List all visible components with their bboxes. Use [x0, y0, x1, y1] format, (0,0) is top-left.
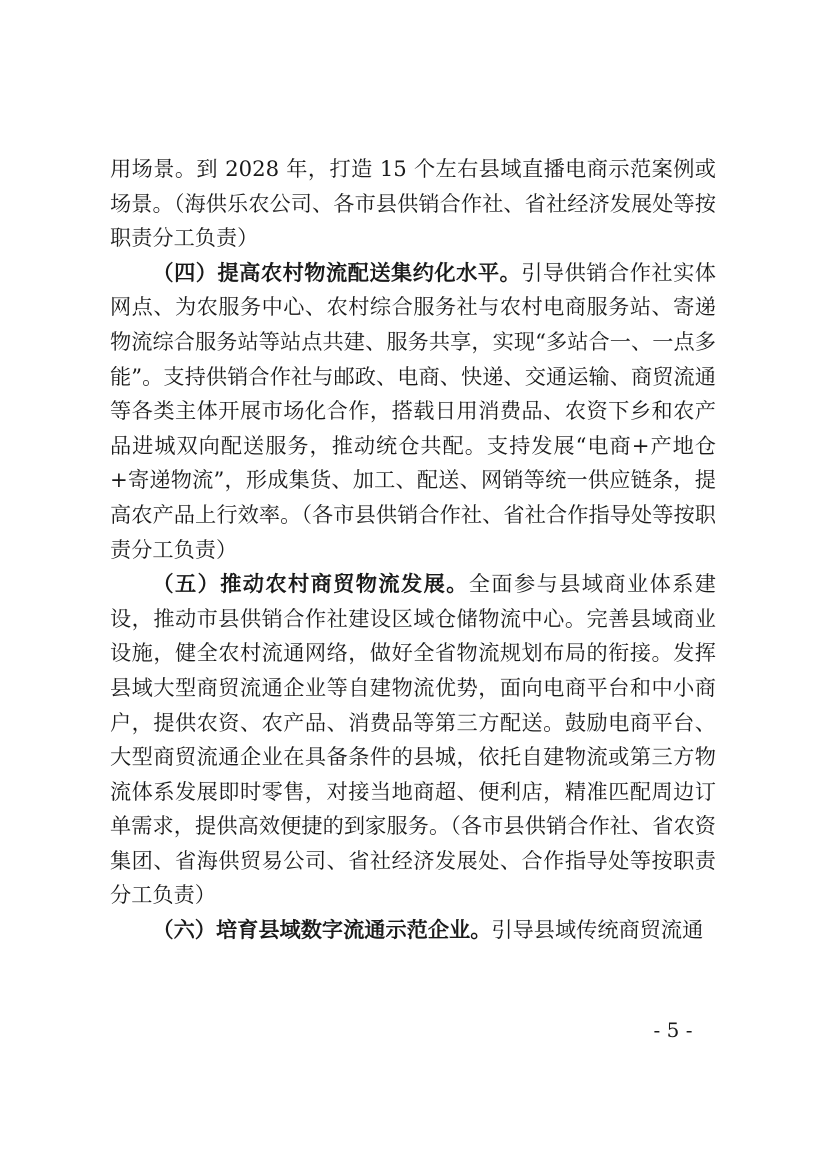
paragraph-text: 引导县域传统商贸流通	[491, 917, 704, 943]
paragraph-section-4	[110, 256, 716, 567]
paragraph-text: 全面参与县域商业体系建设，推动市县供销合作社建设区域仓储物流中心。完善县域商业设施，健全农村流通网络，做好全省物流规划布局的衔接。发挥县域大型商贸流通企业等自建物流优势，面向电商平台和中小商户，提供农资、农产品、消费品等第三方配送。鼓励电商平台、大型商贸流通企业在具备条件的县城，依托自建物流或第三方物流体系发展即时零售，对接当地商超、便利店，精准匹配周边订单需求，提供高效便捷的到家服务。（各市县供销合作社、省农资集团、省海供贸易公司、省社经济发展处、合作指导处等按职责分工负责）	[110, 571, 716, 908]
body-text	[110, 152, 716, 948]
paragraph-section-5	[110, 567, 716, 913]
section-heading-5: （五）推动农村商贸物流发展。	[152, 571, 469, 597]
page-number: - 5 -	[653, 1018, 693, 1042]
section-heading-6: （六）培育县域数字流通示范企业。	[152, 917, 492, 943]
paragraph-continuation	[110, 152, 716, 256]
section-heading-4: （四）提高农村物流配送集约化水平。	[152, 259, 522, 285]
paragraph-text: 用场景。到 2028 年，打造 15 个左右县域直播电商示范案例或场景。（海供乐农公司、各市县供销合作社、省社经济发展处等按职责分工负责）	[110, 156, 716, 251]
paragraph-text: 引导供销合作社实体网点、为农服务中心、农村综合服务社与农村电商服务站、寄递物流综合服务站等站点共建、服务共享，实现“多站合一、一点多能”。支持供销合作社与邮政、电商、快递、交通运输、商贸流通等各类主体开展市场化合作，搭载日用消费品、农资下乡和农产品进城双向配送服务，推动统仓共配。支持发展“电商+产地仓+寄递物流”，形成集货、加工、配送、网销等统一供应链条，提高农产品上行效率。（各市县供销合作社、省社合作指导处等按职责分工负责）	[110, 259, 716, 562]
paragraph-section-6	[110, 913, 716, 948]
